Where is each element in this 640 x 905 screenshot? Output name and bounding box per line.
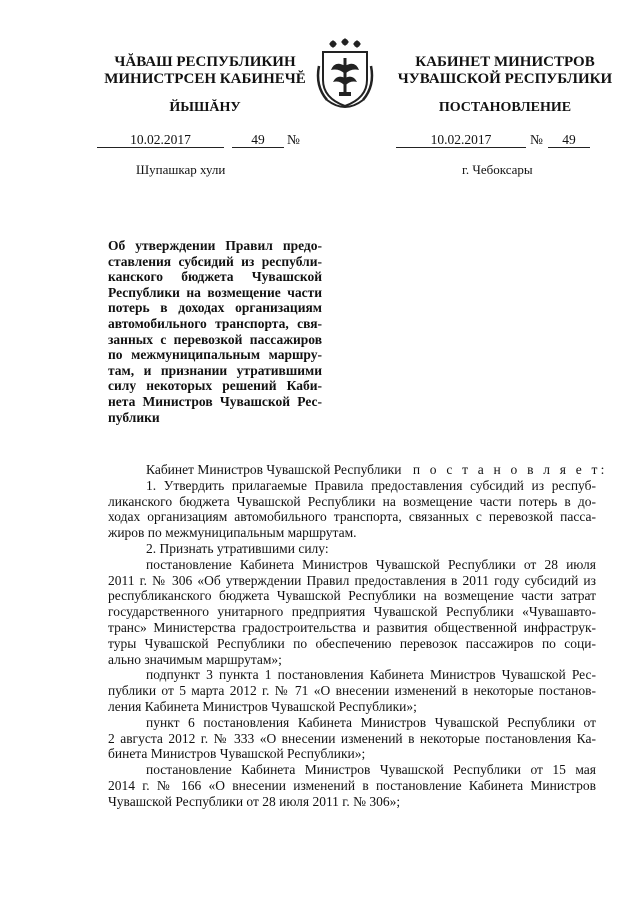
- body-line: подпункт 3 пункта 1 постановления Кабинета Министров Чувашской Рес-: [146, 667, 596, 683]
- title-line: Республики на возмещение части: [108, 284, 322, 300]
- right-number: 49: [548, 132, 590, 148]
- body-line: постановление Кабинета Министров Чувашской Республики от 28 июля: [146, 556, 596, 572]
- body-line: 2014 г. № 166 «О внесении изменений в постановление Кабинета Министров: [108, 777, 596, 793]
- document-title: [108, 238, 322, 425]
- title-line: там, и признании утратившими: [108, 362, 322, 378]
- body-line: 2 августа 2012 г. № 333 «О внесении изменений в некоторые постановления Ка-: [108, 730, 596, 746]
- title-line: потерь в доходах организациям: [108, 300, 322, 316]
- title-line: по межмуниципальным маршру-: [108, 347, 322, 363]
- header-right-doc-type: ПОСТАНОВЛЕНИЕ: [438, 100, 572, 115]
- coat-of-arms-icon: [313, 36, 377, 116]
- title-line: нета Министров Чувашской Рес-: [108, 393, 322, 409]
- header-left-doc-type: ЙЫШĂНУ: [169, 100, 241, 115]
- header-right: [390, 54, 620, 88]
- right-number-sign: №: [530, 132, 543, 147]
- header-right-line1: КАБИНЕТ МИНИСТРОВ: [415, 54, 595, 70]
- body-lines: [108, 478, 596, 810]
- title-line: занных с перевозкой пассажиров: [108, 331, 322, 347]
- right-date: 10.02.2017: [396, 132, 526, 148]
- title-line: канского бюджета Чувашской: [108, 269, 322, 285]
- header-left-line1: ЧĂВАШ РЕСПУБЛИКИН: [114, 54, 296, 70]
- header-left: [100, 54, 310, 88]
- body-line: республиканского бюджета Чувашской Республики на возмещение части затрат: [108, 588, 596, 604]
- left-number-sign: №: [287, 132, 300, 147]
- place-left: Шупашкар хули: [136, 162, 226, 177]
- left-date: 10.02.2017: [97, 132, 224, 148]
- title-line: силу некоторых решений Каби-: [108, 378, 322, 394]
- title-line: ставления субсидий из республи-: [108, 253, 322, 269]
- body-intro: [108, 462, 608, 478]
- body-line: ления Кабинета Министров Чувашской Республики»;: [108, 698, 417, 714]
- header-left-line2: МИНИСТРСЕН КАБИНЕЧĔ: [104, 71, 306, 87]
- body-line: постановление Кабинета Министров Чувашской Республики от 15 мая: [146, 762, 596, 778]
- place-right: г. Чебоксары: [462, 162, 533, 177]
- title-line: автомобильного транспорта, свя-: [108, 315, 322, 331]
- document-body: [108, 462, 608, 810]
- body-line: публики от 5 марта 2012 г. № 71 «О внесении изменений в некоторые постанов-: [108, 683, 596, 699]
- numbering-row: [0, 132, 640, 148]
- body-line: 1. Утвердить прилагаемые Правила предоставления субсидий из респуб-: [146, 477, 596, 493]
- body-line: транс» Министерства градостроительства и развития общественной инфраструк-: [108, 619, 596, 635]
- body-line: 2. Признать утратившими силу:: [146, 540, 329, 556]
- body-line: жиров по межмуниципальным маршрутам.: [108, 525, 357, 541]
- body-line: ликанского бюджета Чувашской Республики на возмещение части потерь в до-: [108, 493, 596, 509]
- intro-text: Кабинет Министров Чувашской Республики: [146, 462, 402, 477]
- header-right-line2: ЧУВАШСКОЙ РЕСПУБЛИКИ: [397, 71, 613, 87]
- body-line: бинета Министров Чувашской Республики»;: [108, 746, 366, 762]
- body-line: ходах организациям автомобильного транспорта, связанных с перевозкой пасса-: [108, 509, 596, 525]
- title-line: Об утверждении Правил предо-: [108, 238, 322, 253]
- body-line: туры Чувашской Республики по обеспечению перевозок пассажиров по соци-: [108, 635, 596, 651]
- body-line: пункт 6 постановления Кабинета Министров Чувашской Республики от: [146, 714, 596, 730]
- body-line: Чувашской Республики от 28 июля 2011 г. № 306»;: [108, 793, 401, 809]
- intro-resolves: п о с т а н о в л я е т:: [412, 462, 608, 477]
- body-line: государственного унитарного предприятия Чувашской Республики «Чувашавто-: [108, 604, 596, 620]
- body-line: ально значимым маршрутам»;: [108, 651, 282, 667]
- left-number: 49: [232, 132, 284, 148]
- body-line: 2011 г. № 306 «Об утверждении Правил предоставления в 2011 году субсидий из: [108, 572, 596, 588]
- title-line: публики: [108, 409, 160, 425]
